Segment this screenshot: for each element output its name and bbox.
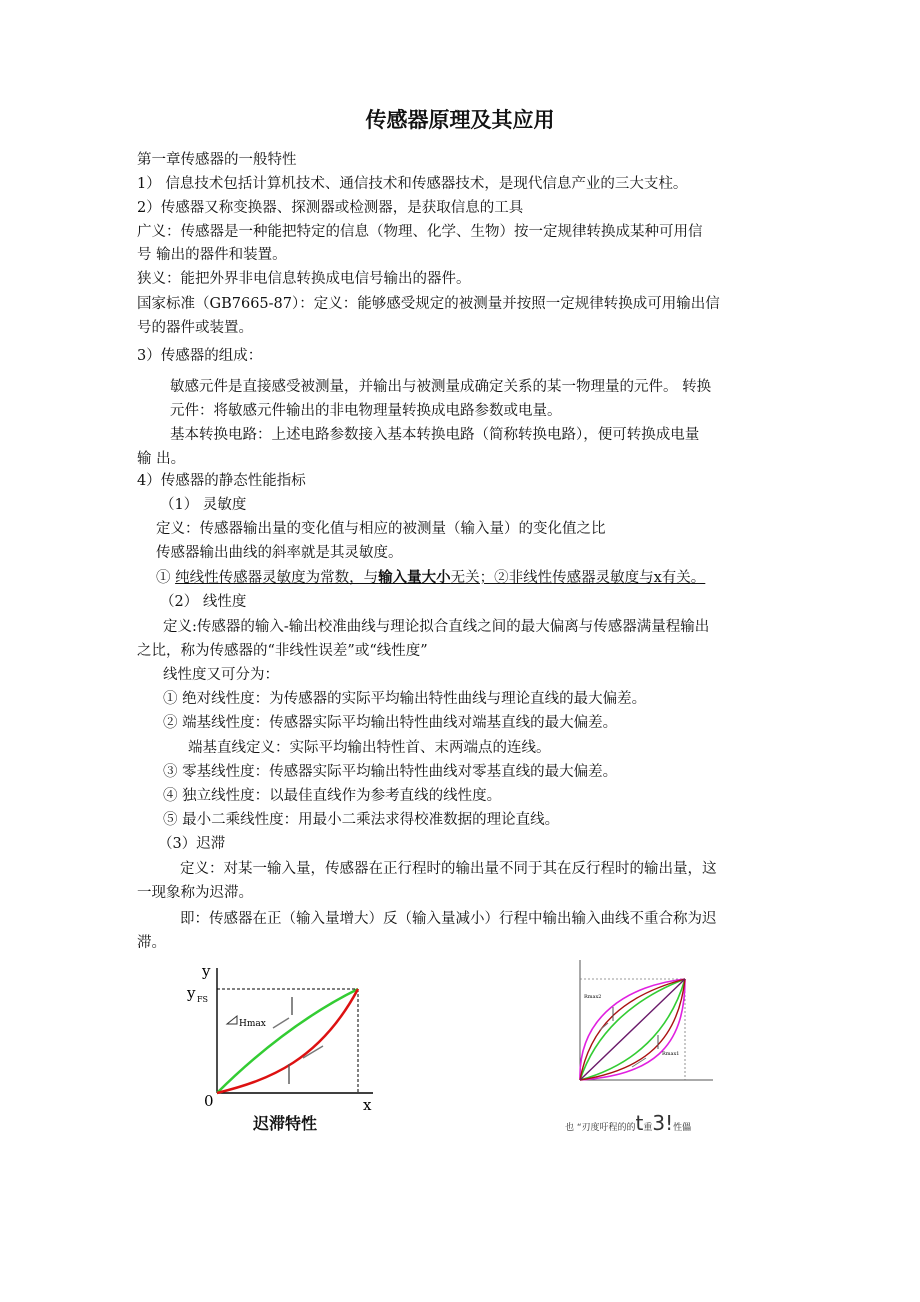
caption-part-b: t	[635, 1111, 644, 1135]
linearity-item-4: ④ 独立线性度：以最佳直线作为参考直线的线性度。	[163, 788, 502, 804]
paragraph-2: 2）传感器又称变换器、探测器或检测器，是获取信息的工具	[137, 200, 524, 216]
hmax-label: Hmax	[239, 1019, 266, 1029]
hysteresis-figure	[187, 960, 395, 1114]
paragraph-4: 狭义：能把外界非电信息转换成电信号输出的器件。	[137, 271, 471, 287]
yfs-label: y	[187, 984, 196, 1002]
linearity-def-line2: 之比，称为传感器的“非线性误差”或“线性度”	[137, 643, 428, 659]
linearity-item-1: ① 绝对线性度：为传感器的实际平均输出特性曲线与理论直线的最大偏差。	[163, 691, 647, 707]
linearity-item-2-note: 端基直线定义：实际平均输出特性首、末两端点的连线。	[188, 740, 551, 756]
section-hysteresis: （3）迟滞	[158, 836, 226, 852]
forward-curve	[217, 989, 358, 1093]
paragraph-7-line2: 元件：将敏感元件输出的非电物理量转换成电路参数或电量。	[170, 403, 562, 419]
paragraph-3-line2: 号 输出的器件和装置。	[137, 247, 287, 263]
section-sensitivity: （1） 灵敏度	[160, 497, 247, 513]
note-marker: ①	[156, 570, 176, 586]
chapter-heading: 第一章传感器的一般特性	[137, 152, 297, 168]
section-linearity: （2） 线性度	[160, 594, 247, 610]
paragraph-6: 3）传感器的组成：	[137, 348, 263, 364]
sensitivity-slope: 传感器输出曲线的斜率就是其灵敏度。	[156, 545, 403, 561]
caption-part-d: 3!	[652, 1111, 674, 1135]
arrow-a	[600, 1023, 608, 1030]
paragraph-9: 4）传感器的静态性能指标	[137, 473, 306, 489]
caption-part-c: 重	[643, 1123, 653, 1133]
figure2-caption	[565, 1111, 691, 1135]
linearity-item-2: ② 端基线性度：传感器实际平均输出特性曲线对端基直线的最大偏差。	[163, 715, 618, 731]
hysteresis-def-line1: 定义：对某一输入量，传感器在正行程时的输出量不同于其在反行程时的输出量，这	[180, 861, 717, 877]
linearity-item-3: ③ 零基线性度：传感器实际平均输出特性曲线对零基直线的最大偏差。	[163, 764, 618, 780]
page-title: 传感器原理及其应用	[365, 108, 555, 132]
paragraph-3-line1: 广义：传感器是一种能把特定的信息（物理、化学、生物）按一定规律转换成某种可用信	[137, 224, 703, 240]
hysteresis-desc-line1: 即：传感器在正（输入量增大）反（输入量减小）行程中输出输入曲线不重合称为迟	[180, 911, 717, 927]
caption-part-a: 也 “刃度吁程的的	[565, 1123, 636, 1133]
paragraph-5-line1: 国家标准（GB7665-87）：定义：能够感受规定的被测量并按照一定规律转换成可用输出信	[137, 296, 720, 312]
arrow-up	[273, 1018, 289, 1028]
paragraph-7-line1: 敏感元件是直接感受被测量，并输出与被测量成确定关系的某一物理量的元件。 转换	[170, 379, 712, 395]
paragraph-8-line1: 基本转换电路：上述电路参数接入基本转换电路（简称转换电路），便可转换成电量	[170, 427, 700, 443]
hysteresis-def-line2: 一现象称为迟滞。	[137, 885, 253, 901]
origin-label: 0	[204, 1092, 214, 1110]
hysteresis-desc-line2: 滞。	[137, 935, 166, 951]
sensitivity-note	[156, 568, 705, 588]
linearity-def-line1: 定义:传感器的输入-输出校准曲线与理论拟合直线之间的最大偏离与传感器满量程输出	[163, 619, 710, 635]
note-part-1: 纯线性传感器灵敏度为常数，与	[175, 570, 379, 586]
linearity-item-5: ⑤ 最小二乘线性度：用最小二乘法求得校准数据的理论直线。	[163, 812, 560, 828]
caption-part-e: 性儡	[673, 1123, 692, 1133]
paragraph-8-line2: 输 出。	[137, 451, 186, 467]
paragraph-1: 1） 信息技术包括计算机技术、通信技术和传感器技术，是现代信息产业的三大支柱。	[137, 176, 688, 192]
note-part-2: 无关；②非线性传感器灵敏度与x有关。	[450, 570, 706, 586]
figure1-caption: 迟滞特性	[253, 1114, 318, 1133]
reverse-curve	[217, 989, 358, 1093]
rmax2-label: Rmax2	[584, 994, 602, 1000]
rmax1-label: Rmax1	[662, 1051, 680, 1057]
paragraph-5-line2: 号的器件或装置。	[137, 320, 253, 336]
yfs-subscript: FS	[197, 995, 209, 1004]
hysteresis-loop-figure	[570, 955, 715, 1085]
y-axis-label: y	[202, 962, 211, 980]
sensitivity-def: 定义：传感器输出量的变化值与相应的被测量（输入量）的变化值之比	[156, 521, 606, 537]
note-bold: 输入量大小	[378, 569, 451, 586]
x-axis-label: x	[363, 1096, 372, 1114]
delta-icon	[227, 1016, 237, 1024]
linearity-types: 线性度又可分为：	[163, 667, 279, 683]
